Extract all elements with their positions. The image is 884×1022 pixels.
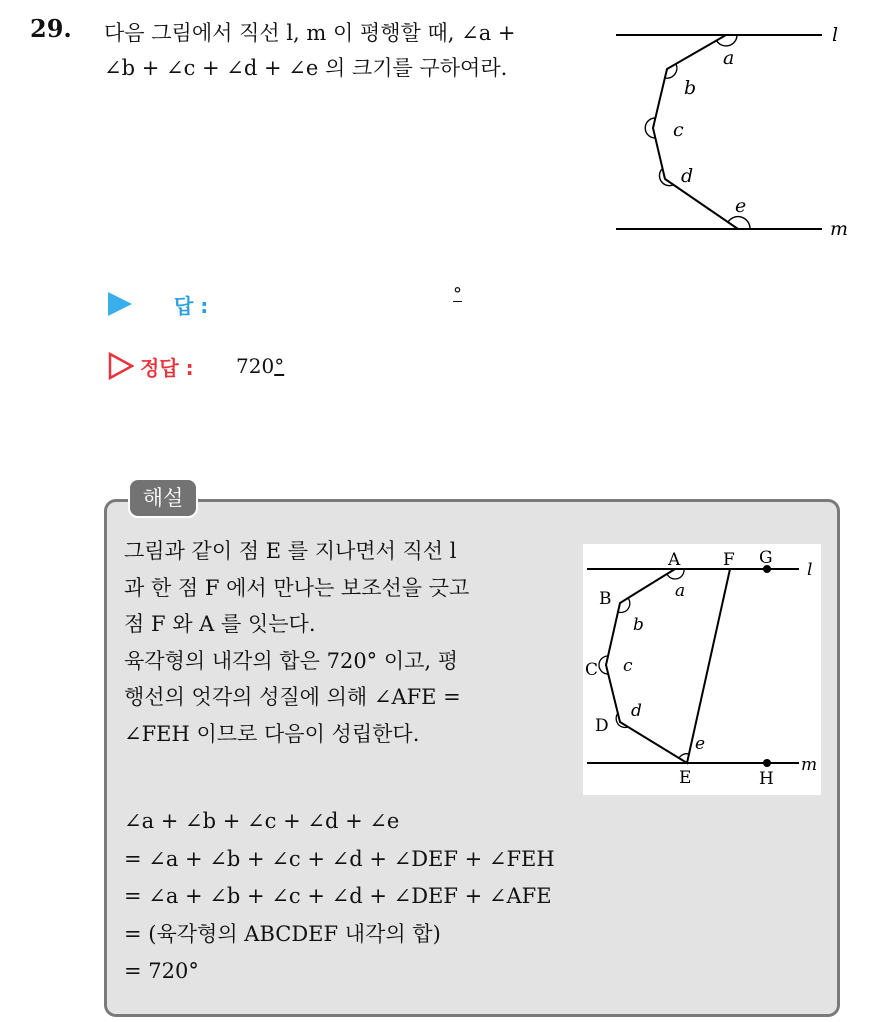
outline-arrow-icon [108, 352, 134, 380]
label-H: H [759, 769, 774, 789]
label-E: E [679, 768, 692, 788]
angle-arc-a [717, 35, 738, 46]
auxiliary-line-figure [583, 544, 821, 795]
explanation-line: 과 한 점 F 에서 만나는 보조선을 긋고 [124, 575, 470, 600]
label-m: m [801, 755, 818, 775]
explanation-line: 그림과 같이 점 E 를 지나면서 직선 l [124, 539, 457, 563]
label-B: B [599, 589, 612, 609]
question-line: 다음 그림에서 직선 l, m 이 평행할 때, ∠a + [104, 21, 516, 45]
correct-value-number: 720 [236, 354, 275, 378]
math-line: = 720° [124, 959, 199, 983]
question-number: 29. [30, 14, 72, 43]
math-line: ∠a + ∠b + ∠c + ∠d + ∠e [124, 809, 400, 833]
explanation-text [124, 533, 574, 752]
label-D: D [595, 716, 609, 736]
label-l: l [832, 24, 839, 46]
label-c: c [673, 119, 684, 141]
correct-answer-label: 정답 : [140, 356, 194, 380]
label-c: c [623, 656, 633, 676]
label-b: b [633, 615, 644, 635]
label-m: m [830, 218, 849, 240]
label-F: F [723, 550, 735, 570]
answer-blank-degree[interactable]: ° [453, 284, 462, 305]
label-e: e [695, 734, 706, 754]
angle-arc-a [667, 569, 684, 579]
correct-answer-value [236, 354, 284, 378]
math-line: = ∠a + ∠b + ∠c + ∠d + ∠DEF + ∠AFE [124, 884, 552, 908]
math-line: = (육각형의 ABCDEF 내각의 합) [124, 921, 441, 946]
play-arrow-icon [108, 292, 132, 316]
label-G: G [759, 548, 773, 568]
label-l: l [807, 560, 813, 580]
answer-label: 답 : [174, 294, 209, 318]
angle-arc-e [728, 217, 750, 229]
label-C: C [585, 660, 599, 680]
label-a: a [675, 581, 686, 601]
question-line: ∠b + ∠c + ∠d + ∠e 의 크기를 구하여라. [104, 56, 508, 80]
explanation-tab: 해설 [128, 478, 198, 518]
explanation-line: ∠FEH 이므로 다음이 성립한다. [124, 721, 420, 746]
correct-value-unit: ° [274, 354, 285, 378]
label-a: a [723, 47, 735, 69]
label-A: A [668, 550, 681, 570]
label-b: b [684, 77, 697, 99]
explanation-line: 점 F 와 A 를 잇는다. [124, 612, 316, 636]
label-e: e [735, 195, 747, 217]
explanation-line: 행선의 엇각의 성질에 의해 ∠AFE = [124, 685, 461, 709]
explanation-line: 육각형의 내각의 합은 720° 이고, 평 [124, 648, 459, 673]
question-text [104, 16, 594, 86]
point-h [763, 759, 771, 767]
parallel-lines-figure [610, 12, 860, 242]
label-d: d [681, 165, 694, 187]
math-derivation [124, 803, 555, 991]
math-line: = ∠a + ∠b + ∠c + ∠d + ∠DEF + ∠FEH [124, 846, 555, 871]
label-d: d [631, 701, 642, 721]
